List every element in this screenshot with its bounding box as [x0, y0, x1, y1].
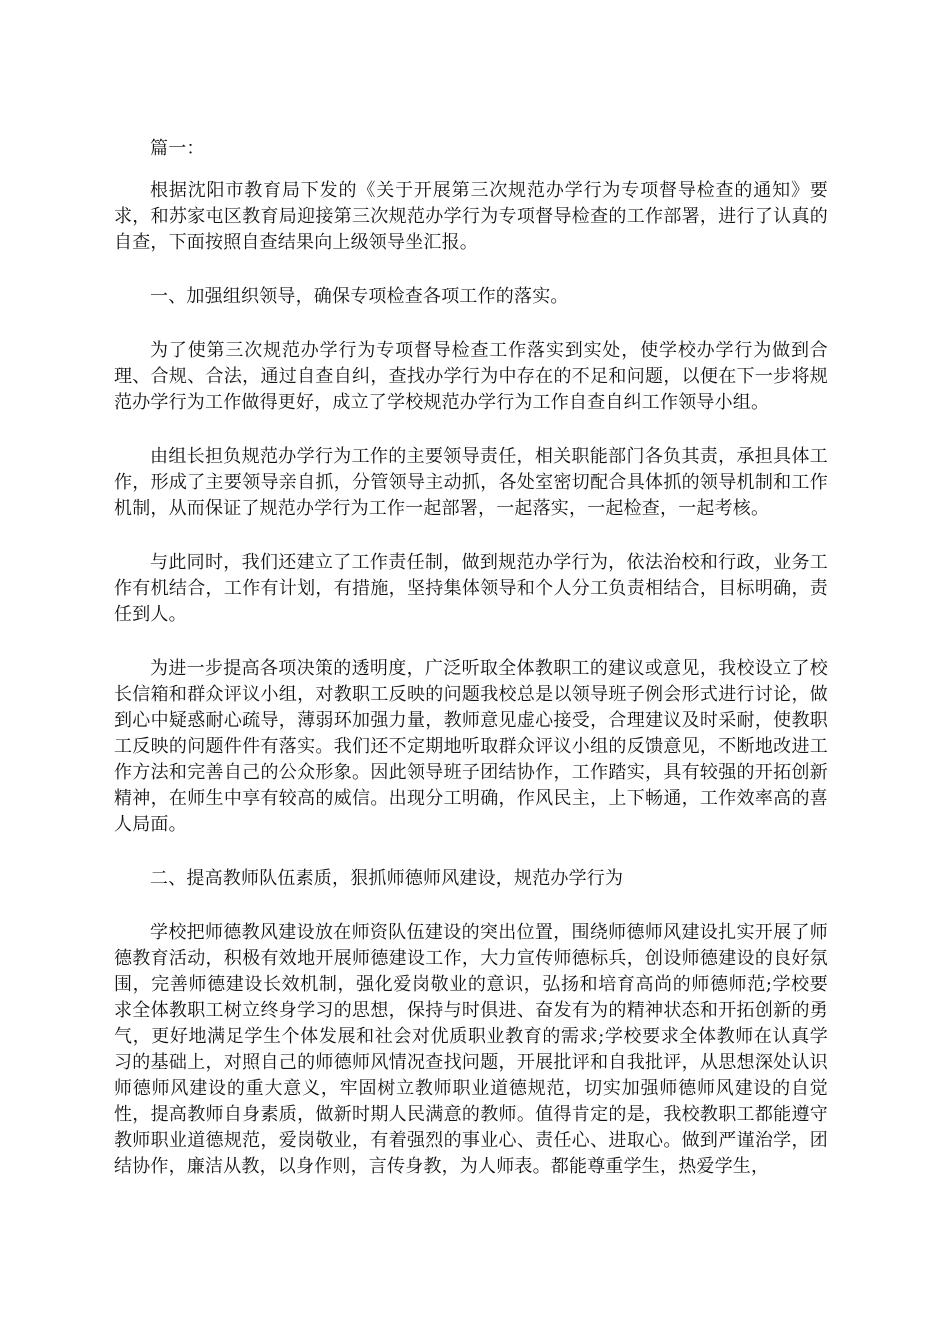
document-body — [114, 136, 828, 1180]
section-title-pian-yi: 篇一： — [150, 138, 205, 159]
heading-two: 二、提高教师队伍素质，狠抓师德师风建设，规范办学行为 — [150, 868, 624, 889]
paragraph-leader-responsibility: 由组长担负规范办学行为工作的主要领导责任，相关职能部门各负其责，承担具体工作，形成了主要领导亲自抓，分管领导主动抓，各处室密切配合具体抓的领导机制和工作机制，从而保证了规范办学行为工作一起部署，一起落实，一起检查，一起考核。 — [114, 446, 828, 519]
heading-one: 一、加强组织领导，确保专项检查各项工作的落实。 — [150, 286, 569, 307]
paragraph-leadership-group: 为了使第三次规范办学行为专项督导检查工作落实到实处，使学校办学行为做到合理、合规、合法，通过自查自纠，查找办学行为中存在的不足和问题，以便在下一步将规范办学行为工作做得更好，成立了学校规范办学行为工作自查自纠工作领导小组。 — [114, 340, 828, 413]
intro-paragraph: 根据沈阳市教育局下发的《关于开展第三次规范办学行为专项督导检查的通知》要求，和苏家屯区教育局迎接第三次规范办学行为专项督导检查的工作部署，进行了认真的自查，下面按照自查结果向上级领导坐汇报。 — [114, 180, 828, 253]
paragraph-transparency: 为进一步提高各项决策的透明度，广泛听取全体教职工的建议或意见，我校设立了校长信箱和群众评议小组，对教职工反映的问题我校总是以领导班子例会形式进行讨论，做到心中疑惑耐心疏导，薄弱环加强力量，教师意见虚心接受，合理建议及时采耐，使教职工反映的问题件件有落实。我们还不定期地听取群众评议小组的反馈意见，不断地改进工作方法和完善自己的公众形象。因此领导班子团结协作，工作踏实，具有较强的开拓创新精神，在师生中享有较高的威信。出现分工明确，作风民主，上下畅通，工作效率高的喜人局面。 — [114, 658, 828, 835]
paragraph-responsibility-system: 与此同时，我们还建立了工作责任制，做到规范办学行为，依法治校和行政，业务工作有机结合，工作有计划，有措施，坚持集体领导和个人分工负责相结合，目标明确，责任到人。 — [114, 552, 828, 625]
paragraph-teacher-ethics: 学校把师德教风建设放在师资队伍建设的突出位置，围绕师德师风建设扎实开展了师德教育活动，积极有效地开展师德建设工作，大力宣传师德标兵，创设师德建设的良好氛围，完善师德建设长效机制，强化爱岗敬业的意识，弘扬和培育高尚的师德师范;学校要求全体教职工树立终身学习的思想，保持与时俱进、奋发有为的精神状态和开拓创新的勇气，更好地满足学生个体发展和社会对优质职业教育的需求;学校要求全体教师在认真学习的基础上，对照自己的师德师风情况查找问题，开展批评和自我批评，从思想深处认识师德师风建设的重大意义，牢固树立教师职业道德规范，切实加强师德师风建设的自觉性，提高教师自身素质，做新时期人民满意的教师。值得肯定的是，我校教职工都能遵守教师职业道德规范，爱岗敬业，有着强烈的事业心、责任心、进取心。做到严谨治学，团结协作，廉洁从教，以身作则，言传身教，为人师表。都能尊重学生，热爱学生， — [114, 922, 828, 1177]
